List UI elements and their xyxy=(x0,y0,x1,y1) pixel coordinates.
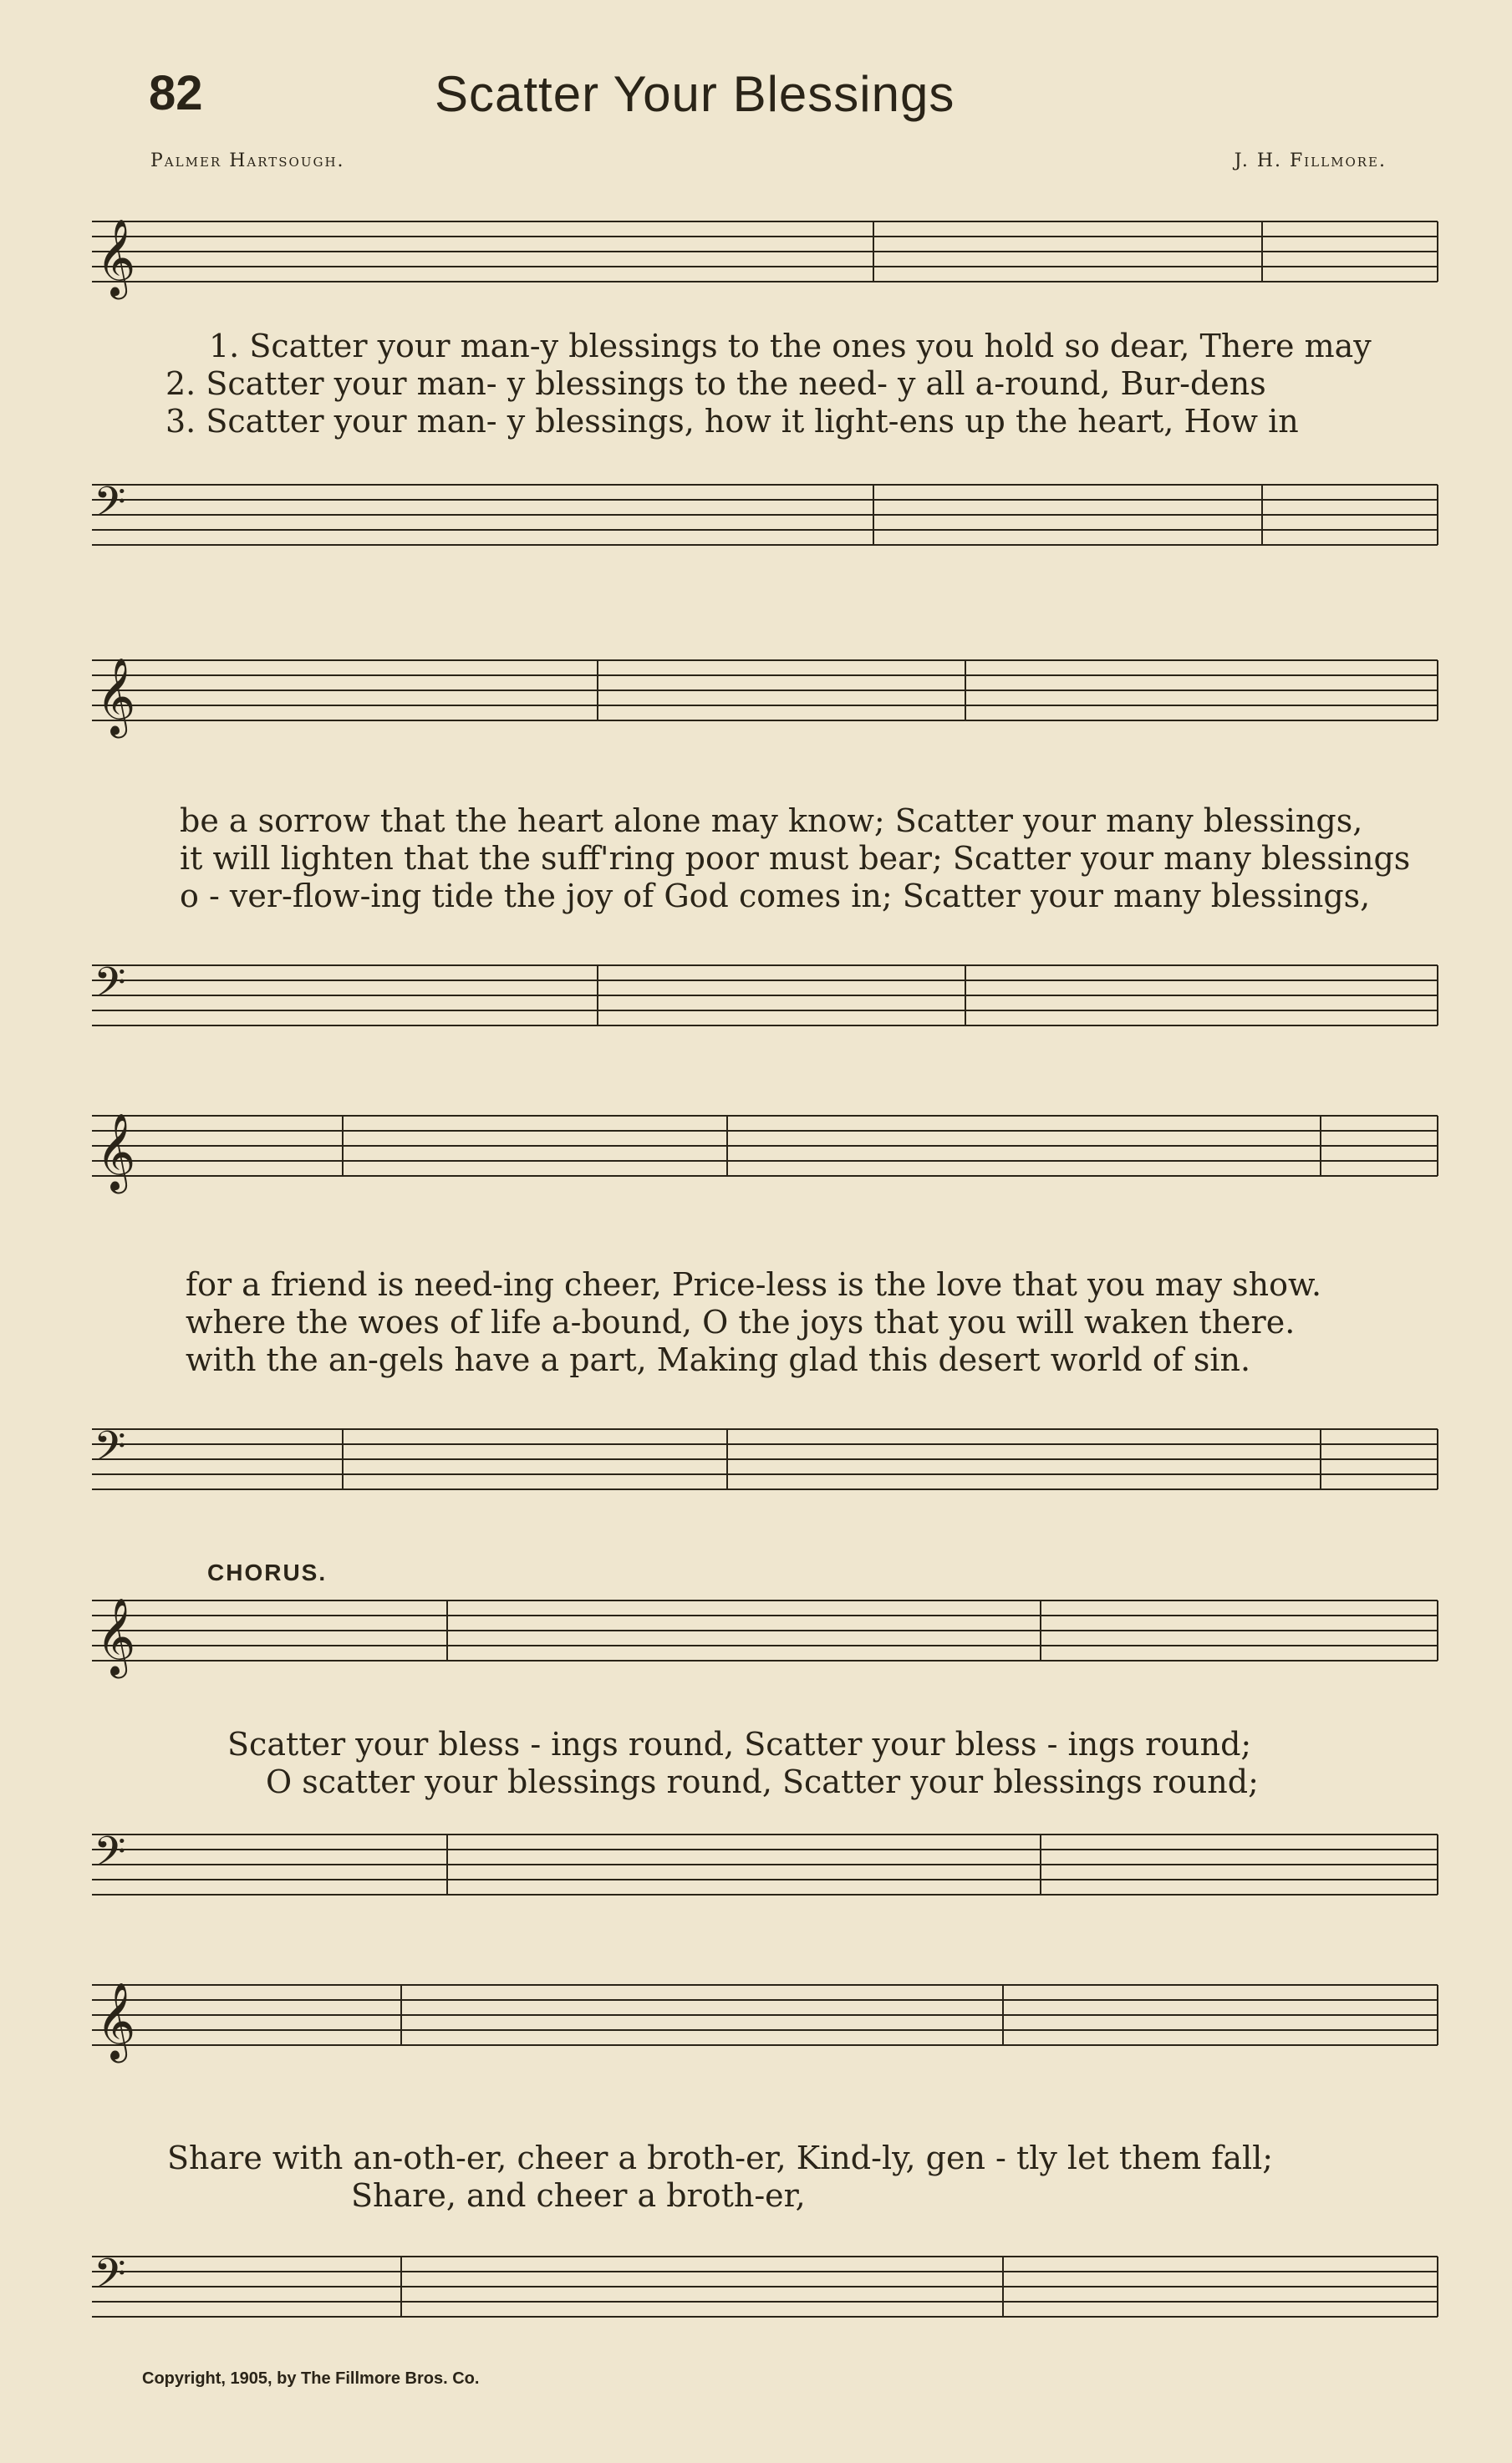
verse-line: be a sorrow that the heart alone may know; Scatter your many blessings, xyxy=(180,802,1363,839)
hymn-title: Scatter Your Blessings xyxy=(435,66,955,122)
verse-line: 2. Scatter your man- y blessings to the need- y all a-round, Bur-dens xyxy=(165,365,1266,402)
composer-credit: J. H. Fillmore. xyxy=(1234,150,1387,171)
svg-text:𝄞: 𝄞 xyxy=(96,1982,136,2059)
system-5-treble-staff xyxy=(0,1972,1512,2064)
svg-text:𝄢: 𝄢 xyxy=(94,959,126,1017)
chorus-line: O scatter your blessings round, Scatter your blessings round; xyxy=(266,1763,1259,1800)
verse-line: for a friend is need-ing cheer, Price-less is the love that you may show. xyxy=(186,1266,1322,1303)
verse-line: 1. Scatter your man-y blessings to the ones you hold so dear, There may xyxy=(209,328,1372,364)
svg-text:𝄞: 𝄞 xyxy=(96,218,136,296)
copyright-notice: Copyright, 1905, by The Fillmore Bros. Co. xyxy=(142,2369,480,2388)
chorus-line: Share, and cheer a broth-er, xyxy=(351,2177,806,2214)
chorus-label: CHORUS. xyxy=(207,1560,328,1585)
system-4-bass-staff xyxy=(0,1822,1512,1914)
svg-text:𝄢: 𝄢 xyxy=(94,2250,126,2308)
page-number: 82 xyxy=(149,66,203,120)
system-3-treble-staff xyxy=(0,1103,1512,1195)
verse-line: it will lighten that the suff'ring poor must bear; Scatter your many blessings xyxy=(180,840,1411,877)
verse-line: where the woes of life a-bound, O the joys that you will waken there. xyxy=(186,1304,1296,1341)
system-2-bass-staff xyxy=(0,953,1512,1045)
system-5-bass-staff xyxy=(0,2244,1512,2336)
svg-text:𝄞: 𝄞 xyxy=(96,1597,136,1675)
svg-text:𝄢: 𝄢 xyxy=(94,1422,126,1481)
verse-line: 3. Scatter your man- y blessings, how it light-ens up the heart, How in xyxy=(165,403,1299,440)
system-1-bass-staff xyxy=(0,472,1512,564)
system-3-bass-staff xyxy=(0,1417,1512,1509)
svg-text:𝄞: 𝄞 xyxy=(96,657,136,735)
chorus-line: Scatter your bless - ings round, Scatter your bless - ings round; xyxy=(227,1726,1252,1763)
verse-line: with the an-gels have a part, Making glad this desert world of sin. xyxy=(186,1341,1251,1378)
svg-text:𝄞: 𝄞 xyxy=(96,1112,136,1190)
chorus-line: Share with an-oth-er, cheer a broth-er, Kind-ly, gen - tly let them fall; xyxy=(167,2140,1274,2176)
system-1-brace-line xyxy=(0,221,25,556)
system-1-treble-staff xyxy=(0,209,1512,301)
system-4-treble-staff xyxy=(0,1588,1512,1680)
author-credit: Palmer Hartsough. xyxy=(150,150,345,171)
svg-text:𝄢: 𝄢 xyxy=(94,478,126,537)
verse-line: o - ver-flow-ing tide the joy of God comes in; Scatter your many blessings, xyxy=(180,878,1371,914)
svg-text:𝄢: 𝄢 xyxy=(94,1828,126,1886)
system-2-treble-staff xyxy=(0,648,1512,740)
